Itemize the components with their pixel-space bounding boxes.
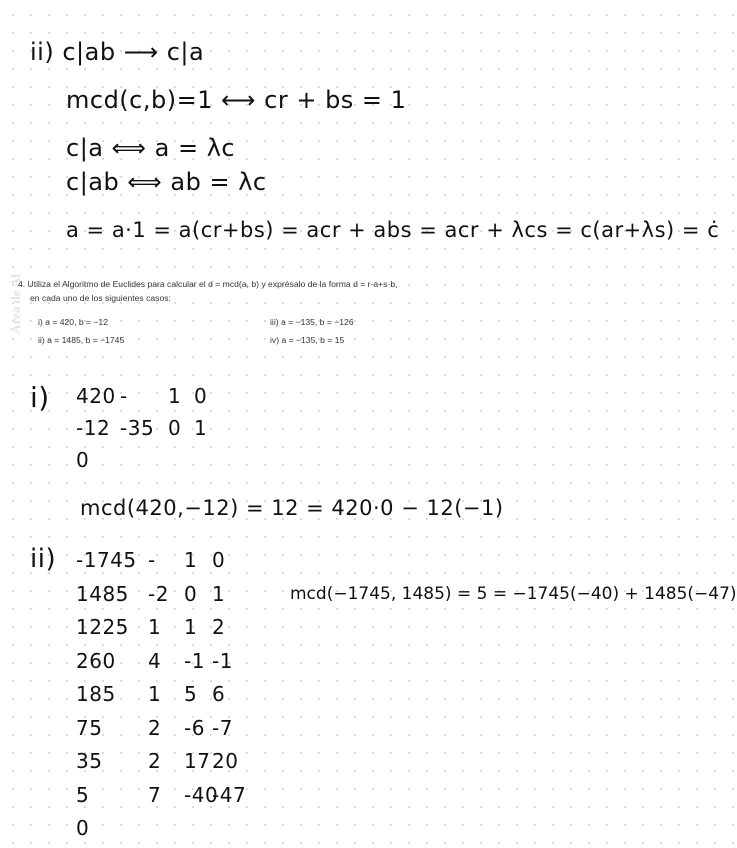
solution-ii-cell-r0-c1: - bbox=[148, 548, 156, 572]
exercise-statement-line1: 4. Utiliza el Algoritmo de Euclides para calcular el d = mcd(a, b) y exprésalo de la forma d = r·a+s·b, bbox=[18, 279, 398, 289]
solution-ii-cell-r4-c3: 6 bbox=[212, 682, 226, 706]
solution-ii-cell-r4-c1: 1 bbox=[148, 682, 162, 706]
solution-ii-cell-r2-c1: 1 bbox=[148, 615, 162, 639]
part-ii-header: ii) c|ab ⟶ c|a bbox=[30, 38, 205, 66]
solution-ii-cell-r3-c3: -1 bbox=[212, 648, 233, 673]
solution-i-cell-r0-c1: - bbox=[120, 384, 128, 408]
solution-ii-cell-r5-c1: 2 bbox=[148, 715, 162, 740]
solution-ii-cell-r0-c2: 1 bbox=[184, 548, 198, 572]
solution-ii-cell-r7-c0: 5 bbox=[76, 782, 90, 807]
solution-i-cell-r1-c3: 1 bbox=[194, 416, 208, 440]
exercise-statement-line2: en cada uno de los siguientes casos: bbox=[30, 293, 171, 303]
solution-ii-cell-r7-c3: -47 bbox=[212, 782, 247, 807]
solution-ii-cell-r0-c3: 0 bbox=[212, 548, 226, 572]
solution-ii-cell-r1-c1: -2 bbox=[148, 581, 169, 606]
solution-ii-cell-r6-c2: 17 bbox=[184, 749, 211, 773]
equation-conclusion: a = a·1 = a(cr+bs) = acr + abs = acr + λcs = c(ar+λs) = ċ bbox=[66, 218, 720, 242]
solution-i-cell-r0-c3: 0 bbox=[194, 384, 208, 408]
exercise-case-i: i) a = 420, b = −12 bbox=[38, 317, 108, 327]
solution-ii-label: ii) bbox=[30, 544, 57, 574]
solution-ii-result: mcd(−1745, 1485) = 5 = −1745(−40) + 1485(−47) bbox=[290, 584, 737, 604]
solution-i-cell-r2-c0: 0 bbox=[76, 448, 90, 472]
solution-i-label: i) bbox=[30, 381, 50, 414]
solution-ii-cell-r3-c0: 260 bbox=[76, 648, 116, 673]
solution-i-cell-r1-c1: -35 bbox=[120, 416, 155, 440]
exercise-case-ii: ii) a = 1485, b = −1745 bbox=[38, 335, 125, 345]
solution-ii-cell-r0-c0: -1745 bbox=[76, 548, 137, 572]
solution-ii-cell-r6-c0: 35 bbox=[76, 749, 103, 773]
solution-ii-cell-r2-c2: 1 bbox=[184, 615, 198, 639]
exercise-case-iv: iv) a = −135, b = 15 bbox=[270, 335, 345, 345]
solution-ii-cell-r3-c1: 4 bbox=[148, 648, 162, 673]
solution-ii-cell-r2-c0: 1225 bbox=[76, 615, 129, 639]
equation-c-divides-ab: c|ab ⟺ ab = λc bbox=[66, 168, 267, 196]
solution-ii-cell-r1-c2: 0 bbox=[184, 581, 198, 606]
solution-i-cell-r0-c2: 1 bbox=[168, 384, 182, 408]
solution-ii-cell-r2-c3: 2 bbox=[212, 615, 226, 639]
equation-gcd-bezout: mcd(c,b)=1 ⟷ cr + bs = 1 bbox=[66, 86, 407, 114]
watermark-text: Área de Ál bbox=[7, 274, 23, 334]
solution-i-cell-r1-c2: 0 bbox=[168, 416, 182, 440]
solution-i-cell-r1-c0: -12 bbox=[76, 416, 111, 440]
solution-ii-cell-r6-c3: 20 bbox=[212, 749, 239, 773]
solution-i-cell-r0-c0: 420 bbox=[76, 384, 116, 408]
solution-i-result: mcd(420,−12) = 12 = 420·0 − 12(−1) bbox=[80, 496, 504, 520]
solution-ii-cell-r7-c1: 7 bbox=[148, 782, 162, 807]
solution-ii-cell-r4-c0: 185 bbox=[76, 682, 116, 706]
exercise-case-iii: iii) a = −135, b = −126 bbox=[270, 317, 354, 327]
solution-ii-cell-r7-c2: -40 bbox=[184, 782, 219, 807]
solution-ii-cell-r1-c0: 1485 bbox=[76, 581, 129, 606]
solution-ii-cell-r5-c3: -7 bbox=[212, 715, 233, 740]
equation-c-divides-a: c|a ⟺ a = λc bbox=[66, 134, 236, 162]
solution-ii-cell-r4-c2: 5 bbox=[184, 682, 198, 706]
solution-ii-cell-r5-c0: 75 bbox=[76, 715, 103, 740]
solution-ii-cell-r3-c2: -1 bbox=[184, 648, 205, 673]
solution-ii-cell-r8-c0: 0 bbox=[76, 816, 90, 840]
solution-ii-cell-r5-c2: -6 bbox=[184, 715, 205, 740]
solution-ii-cell-r1-c3: 1 bbox=[212, 581, 226, 606]
solution-ii-cell-r6-c1: 2 bbox=[148, 749, 162, 773]
